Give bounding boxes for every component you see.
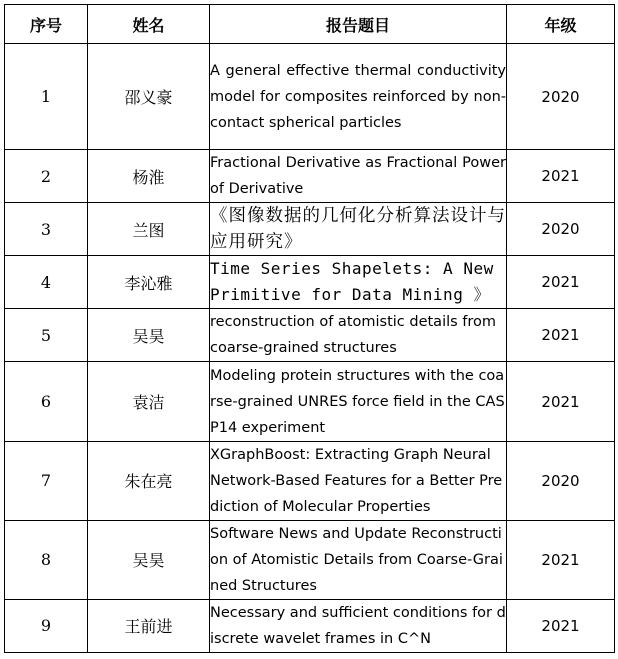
table-row bbox=[5, 203, 615, 256]
row-title: XGraphBoost: Extracting Graph Neural Network-Based Features for a Better Prediction of Molecular Properties bbox=[210, 441, 507, 520]
row-name: 邵义豪 bbox=[88, 44, 210, 150]
row-no: 6 bbox=[5, 362, 88, 441]
row-year: 2020 bbox=[507, 441, 615, 520]
row-name: 朱在亮 bbox=[88, 441, 210, 520]
row-no: 4 bbox=[5, 256, 88, 309]
row-title: 《图像数据的几何化分析算法设计与应用研究》 bbox=[210, 203, 507, 256]
row-no: 8 bbox=[5, 520, 88, 599]
header-title: 报告题目 bbox=[210, 5, 507, 44]
table-header-row bbox=[5, 5, 615, 44]
row-name: 兰图 bbox=[88, 203, 210, 256]
row-no: 3 bbox=[5, 203, 88, 256]
row-title: Necessary and sufficient conditions for discrete wavelet frames in C^N bbox=[210, 599, 507, 652]
row-name: 杨淮 bbox=[88, 150, 210, 203]
header-year: 年级 bbox=[507, 5, 615, 44]
table-row bbox=[5, 520, 615, 599]
header-name: 姓名 bbox=[88, 5, 210, 44]
row-title: reconstruction of atomistic details from coarse-grained structures bbox=[210, 309, 507, 362]
row-year: 2021 bbox=[507, 150, 615, 203]
row-year: 2020 bbox=[507, 203, 615, 256]
row-name: 吴昊 bbox=[88, 309, 210, 362]
table-row bbox=[5, 150, 615, 203]
row-title: Fractional Derivative as Fractional Power of Derivative bbox=[210, 150, 507, 203]
table-row bbox=[5, 441, 615, 520]
table-row bbox=[5, 599, 615, 652]
report-table bbox=[4, 4, 615, 653]
table-row bbox=[5, 44, 615, 150]
row-year: 2021 bbox=[507, 309, 615, 362]
row-year: 2021 bbox=[507, 256, 615, 309]
table-row bbox=[5, 256, 615, 309]
row-no: 5 bbox=[5, 309, 88, 362]
row-no: 7 bbox=[5, 441, 88, 520]
header-no: 序号 bbox=[5, 5, 88, 44]
table-row bbox=[5, 362, 615, 441]
row-name: 王前进 bbox=[88, 599, 210, 652]
row-year: 2021 bbox=[507, 520, 615, 599]
row-no: 2 bbox=[5, 150, 88, 203]
row-no: 9 bbox=[5, 599, 88, 652]
row-name: 李沁雅 bbox=[88, 256, 210, 309]
row-title: Software News and Update Reconstruction of Atomistic Details from Coarse-Grained Structures bbox=[210, 520, 507, 599]
row-name: 吴昊 bbox=[88, 520, 210, 599]
row-year: 2021 bbox=[507, 599, 615, 652]
table-row bbox=[5, 309, 615, 362]
row-name: 袁洁 bbox=[88, 362, 210, 441]
row-title: A general effective thermal conductivity model for composites reinforced by non-contact spherical particles bbox=[210, 44, 507, 150]
row-no: 1 bbox=[5, 44, 88, 150]
row-title: Time Series Shapelets: A New Primitive for Data Mining 》 bbox=[210, 256, 507, 309]
row-year: 2020 bbox=[507, 44, 615, 150]
row-title: Modeling protein structures with the coarse-grained UNRES force field in the CASP14 experiment bbox=[210, 362, 507, 441]
row-year: 2021 bbox=[507, 362, 615, 441]
